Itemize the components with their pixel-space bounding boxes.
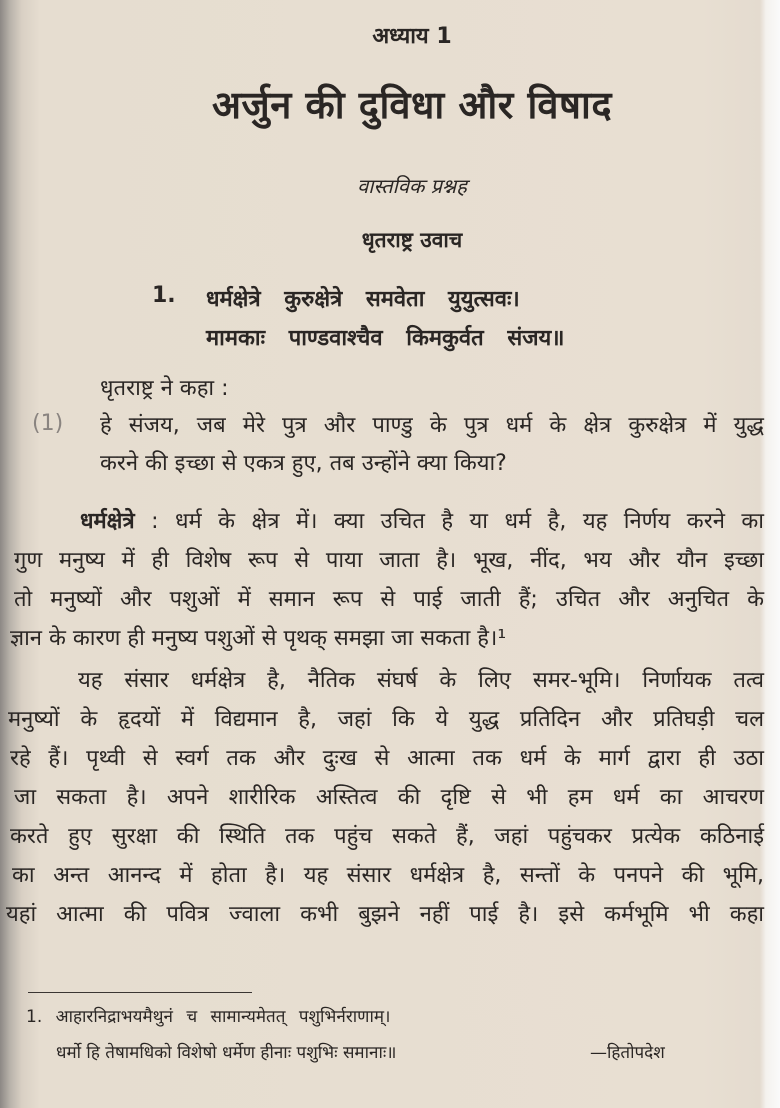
chapter-title: अर्जुन की दुविधा और विषाद — [212, 83, 612, 127]
translation-line: करने की इच्छा से एकत्र हुए, तब उन्होंने क्या किया? — [100, 451, 507, 476]
commentary-line: करते हुए सुरक्षा की स्थिति तक पहुंच सकते हैं, जहां पहुंचकर प्रत्येक कठिनाई — [10, 824, 764, 849]
commentary-line: का अन्त आनन्द में होता है। यह संसार धर्मक्षेत्र है, सन्तों के पनपने की भूमि, — [12, 863, 764, 888]
footnote-line: 1. आहारनिद्राभयमैथुनं च सामान्यमेतत् पशुभिर्नराणाम्। — [26, 1007, 391, 1027]
commentary-line: यह संसार धर्मक्षेत्र है, नैतिक संघर्ष के लिए समर-भूमि। निर्णायक तत्व — [78, 668, 764, 693]
verse-number: 1. — [152, 283, 176, 308]
verse-line: धर्मक्षेत्रे कुरुक्षेत्रे समवेता युयुत्सवः। — [206, 287, 520, 312]
verse-line: मामकाः पाण्डवाश्चैव किमकुर्वत संजय॥ — [206, 326, 565, 351]
footnote-line: धर्मो हि तेषामधिको विशेषो धर्मेण हीनाः पशुभिः समानाः॥ — [56, 1043, 397, 1063]
commentary-line: जा सकता है। अपने शारीरिक अस्तित्व की दृष्टि से भी हम धर्म का आचरण — [14, 785, 764, 810]
commentary-first-line — [80, 507, 764, 537]
commentary-line: गुण मनुष्य में ही विशेष रूप से पाया जाता है। भूख, नींद, भय और यौन इच्छा — [14, 548, 764, 573]
commentary-line: तो मनुष्यों और पशुओं में समान रूप से पाई जाती हैं; उचित और अनुचित के — [14, 587, 764, 612]
commentary-line: यहां आत्मा की पवित्र ज्वाला कभी बुझने नहीं पाई है। इसे कर्मभूमि भी कहा — [6, 902, 764, 927]
commentary-line: मनुष्यों के हृदयों में विद्यमान है, जहां कि ये युद्ध प्रतिदिन और प्रतिघड़ी चल — [8, 707, 764, 732]
commentary-text: : धर्म के क्षेत्र में। क्या उचित है या धर्म है, यह निर्णय करने का — [151, 509, 764, 534]
translation-line: हे संजय, जब मेरे पुत्र और पाण्डु के पुत्र धर्म के क्षेत्र कुरुक्षेत्र में युद्ध — [100, 413, 764, 438]
speaker-heading: धृतराष्ट्र उवाच — [361, 228, 463, 252]
chapter-label: अध्याय 1 — [372, 24, 452, 49]
margin-marker: (1) — [32, 411, 64, 436]
commentary-line: रहे हैं। पृथ्वी से स्वर्ग तक और दुःख से आत्मा तक धर्म के मार्ग द्वारा ही उठा — [10, 746, 764, 771]
section-heading: वास्तविक प्रश्नह — [357, 174, 467, 198]
translation-intro: धृतराष्ट्र ने कहा : — [100, 376, 229, 401]
footnote-divider — [28, 992, 252, 993]
footnote-source: —हितोपदेश — [590, 1043, 665, 1063]
commentary-line: ज्ञान के कारण ही मनुष्य पशुओं से पृथक् समझा जा सकता है।¹ — [10, 626, 507, 651]
commentary-term: धर्मक्षेत्रे — [80, 509, 135, 534]
